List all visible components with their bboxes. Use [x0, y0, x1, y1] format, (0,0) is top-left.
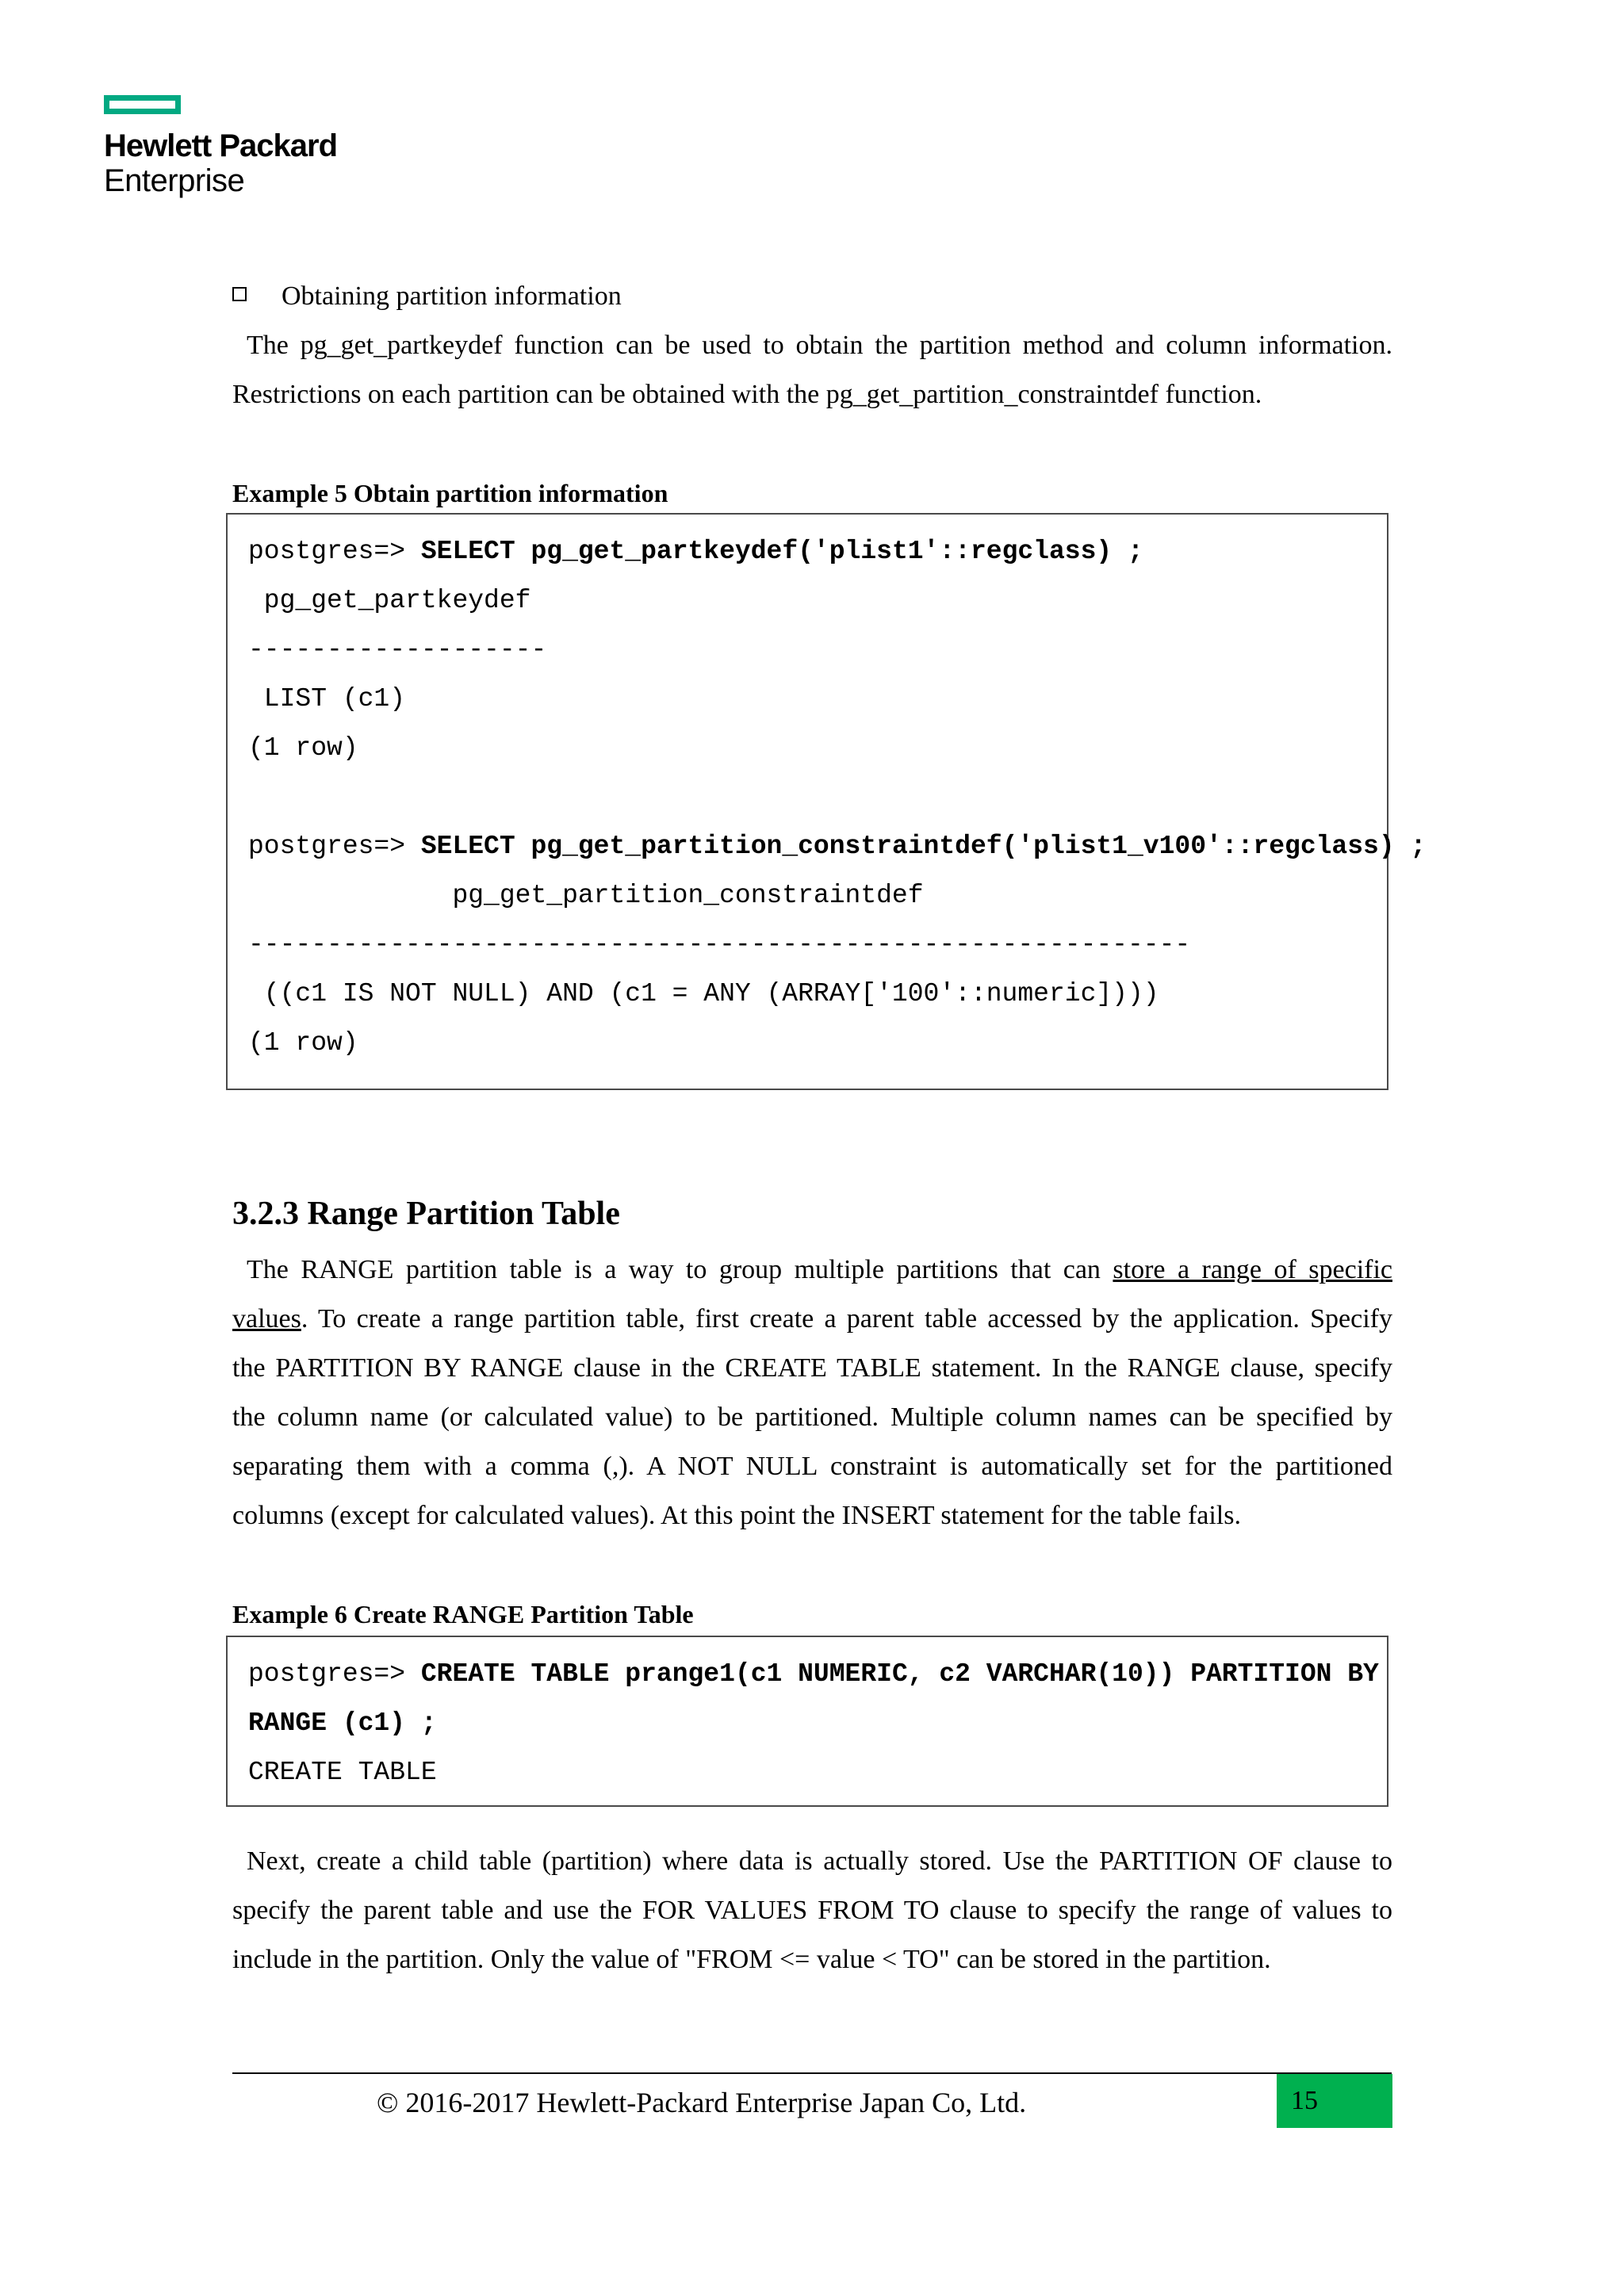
paragraph-line: the PARTITION BY RANGE clause in the CREATE TABLE statement. In the RANGE clause, specify — [232, 1353, 1392, 1383]
code-line: (1 row) — [248, 733, 358, 763]
example5-code-block — [226, 513, 1427, 1090]
paragraph-line: Next, create a child table (partition) where data is actually stored. Use the PARTITION OF clause to — [247, 1846, 1392, 1876]
paragraph-line: The pg_get_partkeydef function can be used to obtain the partition method and column information. — [247, 331, 1392, 360]
code-prompt: postgres=> — [248, 537, 421, 566]
code-line: pg_get_partkeydef — [248, 586, 531, 615]
footer-divider — [232, 2072, 1392, 2074]
paragraph-line: specify the parent table and use the FOR VALUES FROM TO clause to specify the range of values to — [232, 1896, 1392, 1925]
bullet-text: Obtaining partition information — [282, 281, 622, 311]
code-prompt: postgres=> — [248, 1659, 421, 1689]
paragraph-text: The RANGE partition table is a way to group multiple partitions that can — [247, 1255, 1113, 1284]
code-line: CREATE TABLE — [248, 1758, 437, 1787]
underlined-text: values — [232, 1304, 301, 1334]
bullet-item — [232, 272, 622, 321]
hpe-logo-bar-icon — [104, 95, 181, 114]
underlined-text: store a range of specific — [1113, 1255, 1392, 1284]
example5-caption: Example 5 Obtain partition information — [232, 479, 668, 507]
code-command: SELECT pg_get_partition_constraintdef('plist1_v100'::regclass) ; — [420, 832, 1427, 861]
code-command: SELECT pg_get_partkeydef('plist1'::regclass) ; — [420, 537, 1143, 566]
code-line: ((c1 IS NOT NULL) AND (c1 = ANY (ARRAY['100'::numeric]))) — [248, 979, 1159, 1008]
paragraph-line: the column name (or calculated value) to be partitioned. Multiple column names can be specified by — [232, 1402, 1392, 1432]
footer-copyright: © 2016-2017 Hewlett-Packard Enterprise Japan Co, Ltd. — [377, 2087, 1027, 2118]
section-heading: 3.2.3 Range Partition Table — [232, 1196, 620, 1232]
example6-code-block — [226, 1636, 1388, 1807]
code-line-blank — [248, 773, 1387, 822]
code-line: LIST (c1) — [248, 684, 406, 714]
code-line — [248, 527, 1387, 576]
paragraph-line: columns (except for calculated values). At this point the INSERT statement for the table fails. — [232, 1501, 1241, 1530]
paragraph-line — [232, 1295, 1392, 1344]
code-prompt: postgres=> — [248, 832, 421, 861]
paragraph-line: separating them with a comma (,). A NOT NULL constraint is automatically set for the partitioned — [232, 1452, 1392, 1481]
paragraph-text: . To create a range partition table, first create a parent table accessed by the application. Specify — [301, 1304, 1392, 1334]
code-command: CREATE TABLE prange1(c1 NUMERIC, c2 VARCHAR(10)) PARTITION BY — [420, 1659, 1379, 1689]
code-line — [248, 1650, 1387, 1699]
paragraph-line — [247, 1246, 1392, 1295]
page-number-badge: 15 — [1277, 2074, 1392, 2128]
paragraph-line: Restrictions on each partition can be obtained with the pg_get_partition_constraintdef function. — [232, 380, 1262, 409]
paragraph-line: include in the partition. Only the value of "FROM <= value < TO" can be stored in the partition. — [232, 1945, 1271, 1974]
code-line: pg_get_partition_constraintdef — [248, 881, 924, 910]
example6-caption: Example 6 Create RANGE Partition Table — [232, 1600, 694, 1628]
bullet-square-icon — [232, 287, 247, 301]
hpe-logo — [104, 95, 337, 198]
code-line — [248, 822, 1427, 871]
code-line: (1 row) — [248, 1028, 358, 1058]
logo-line1: Hewlett Packard — [104, 128, 338, 163]
code-line: RANGE (c1) ; — [248, 1709, 437, 1738]
code-line: ------------------- — [248, 635, 547, 664]
code-line: ------------------------------------------------------------ — [248, 930, 1191, 959]
logo-line2: Enterprise — [104, 163, 245, 198]
